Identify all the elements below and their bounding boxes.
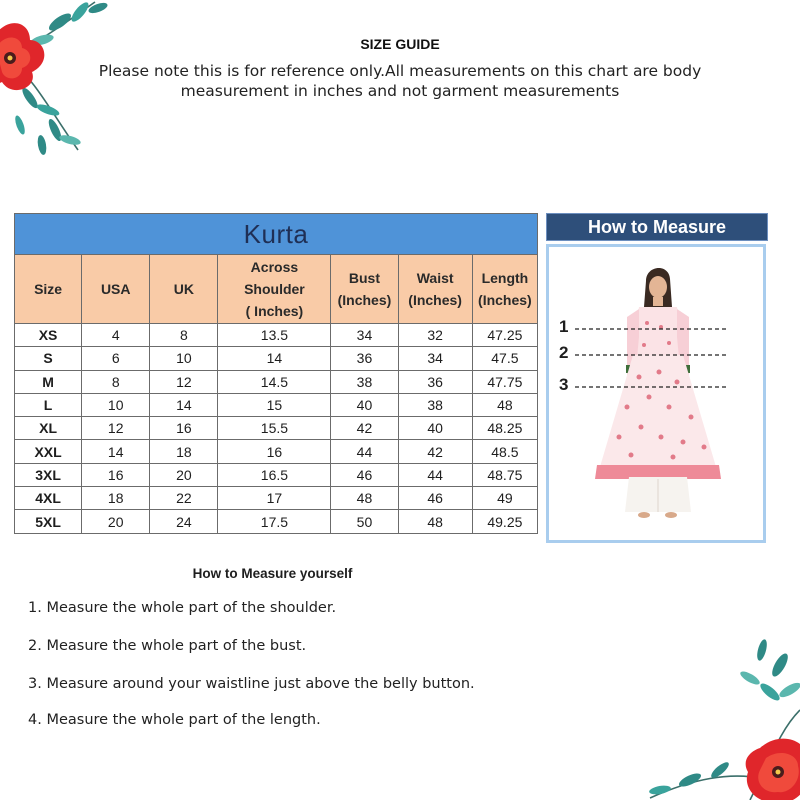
page-title: SIZE GUIDE <box>360 36 440 52</box>
reference-note-line1: Please note this is for reference only.All measurements on this chart are body <box>98 62 702 80</box>
size-cell: S <box>15 347 82 370</box>
table-cell: 38 <box>398 393 472 416</box>
table-row <box>15 463 538 486</box>
instruction-step-1: 1. Measure the whole part of the shoulder. <box>28 600 337 616</box>
table-cell: 16 <box>82 463 150 486</box>
table-cell: 16 <box>150 417 218 440</box>
table-row <box>15 347 538 370</box>
size-cell: XL <box>15 417 82 440</box>
size-cell: L <box>15 393 82 416</box>
table-cell: 49 <box>472 487 537 510</box>
table-cell: 20 <box>150 463 218 486</box>
table-cell: 34 <box>331 324 398 347</box>
table-row <box>15 417 538 440</box>
table-cell: 48 <box>331 487 398 510</box>
measure-marker-1: 1 <box>559 317 569 336</box>
how-to-measure-panel <box>546 244 766 543</box>
table-cell: 46 <box>331 463 398 486</box>
table-cell: 36 <box>398 370 472 393</box>
table-cell: 6 <box>82 347 150 370</box>
column-header: Waist (Inches) <box>398 255 472 324</box>
table-cell: 42 <box>398 440 472 463</box>
table-cell: 44 <box>331 440 398 463</box>
instruction-step-2: 2. Measure the whole part of the bust. <box>28 638 307 654</box>
column-header: USA <box>82 255 150 324</box>
kurta-model-illustration <box>549 247 763 540</box>
table-cell: 48.75 <box>472 463 537 486</box>
table-row <box>15 393 538 416</box>
size-cell: XS <box>15 324 82 347</box>
table-cell: 44 <box>398 463 472 486</box>
column-header: Across Shoulder ( Inches) <box>218 255 331 324</box>
measure-marker-3: 3 <box>559 375 569 394</box>
column-header: UK <box>150 255 218 324</box>
table-cell: 49.25 <box>472 510 537 533</box>
table-cell: 18 <box>150 440 218 463</box>
table-row <box>15 440 538 463</box>
table-cell: 13.5 <box>218 324 331 347</box>
floral-decoration-top-left <box>0 0 115 160</box>
instructions-title: How to Measure yourself <box>192 566 353 581</box>
table-cell: 24 <box>150 510 218 533</box>
table-cell: 14 <box>218 347 331 370</box>
how-to-measure-banner: How to Measure <box>546 213 768 241</box>
table-cell: 47.75 <box>472 370 537 393</box>
table-row <box>15 370 538 393</box>
table-cell: 48 <box>398 510 472 533</box>
table-cell: 17 <box>218 487 331 510</box>
table-cell: 40 <box>331 393 398 416</box>
table-cell: 48.25 <box>472 417 537 440</box>
floral-decoration-bottom-right <box>630 630 800 800</box>
column-header: Length (Inches) <box>472 255 537 324</box>
reference-note-line2: measurement in inches and not garment measurements <box>180 82 620 100</box>
table-cell: 17.5 <box>218 510 331 533</box>
table-cell: 8 <box>150 324 218 347</box>
table-title: Kurta <box>15 214 538 255</box>
table-cell: 20 <box>82 510 150 533</box>
table-cell: 36 <box>331 347 398 370</box>
table-cell: 14 <box>82 440 150 463</box>
table-cell: 50 <box>331 510 398 533</box>
table-cell: 4 <box>82 324 150 347</box>
measure-marker-2: 2 <box>559 343 569 362</box>
table-cell: 14 <box>150 393 218 416</box>
size-cell: 5XL <box>15 510 82 533</box>
table-cell: 10 <box>150 347 218 370</box>
table-cell: 16.5 <box>218 463 331 486</box>
table-cell: 15.5 <box>218 417 331 440</box>
table-cell: 15 <box>218 393 331 416</box>
size-cell: 3XL <box>15 463 82 486</box>
table-row <box>15 487 538 510</box>
table-header-row <box>15 255 538 324</box>
table-cell: 46 <box>398 487 472 510</box>
table-cell: 47.25 <box>472 324 537 347</box>
instruction-step-4: 4. Measure the whole part of the length. <box>28 712 321 728</box>
size-cell: 4XL <box>15 487 82 510</box>
column-header: Bust (Inches) <box>331 255 398 324</box>
table-cell: 48 <box>472 393 537 416</box>
size-chart-table <box>14 213 538 534</box>
size-cell: M <box>15 370 82 393</box>
table-cell: 12 <box>82 417 150 440</box>
instruction-step-3: 3. Measure around your waistline just above the belly button. <box>28 676 475 692</box>
table-cell: 47.5 <box>472 347 537 370</box>
table-cell: 42 <box>331 417 398 440</box>
table-cell: 48.5 <box>472 440 537 463</box>
table-cell: 40 <box>398 417 472 440</box>
column-header: Size <box>15 255 82 324</box>
size-cell: XXL <box>15 440 82 463</box>
table-cell: 22 <box>150 487 218 510</box>
table-cell: 34 <box>398 347 472 370</box>
table-cell: 12 <box>150 370 218 393</box>
table-cell: 14.5 <box>218 370 331 393</box>
table-cell: 32 <box>398 324 472 347</box>
table-cell: 18 <box>82 487 150 510</box>
table-cell: 16 <box>218 440 331 463</box>
table-cell: 8 <box>82 370 150 393</box>
table-cell: 10 <box>82 393 150 416</box>
table-row <box>15 324 538 347</box>
table-cell: 38 <box>331 370 398 393</box>
table-row <box>15 510 538 533</box>
